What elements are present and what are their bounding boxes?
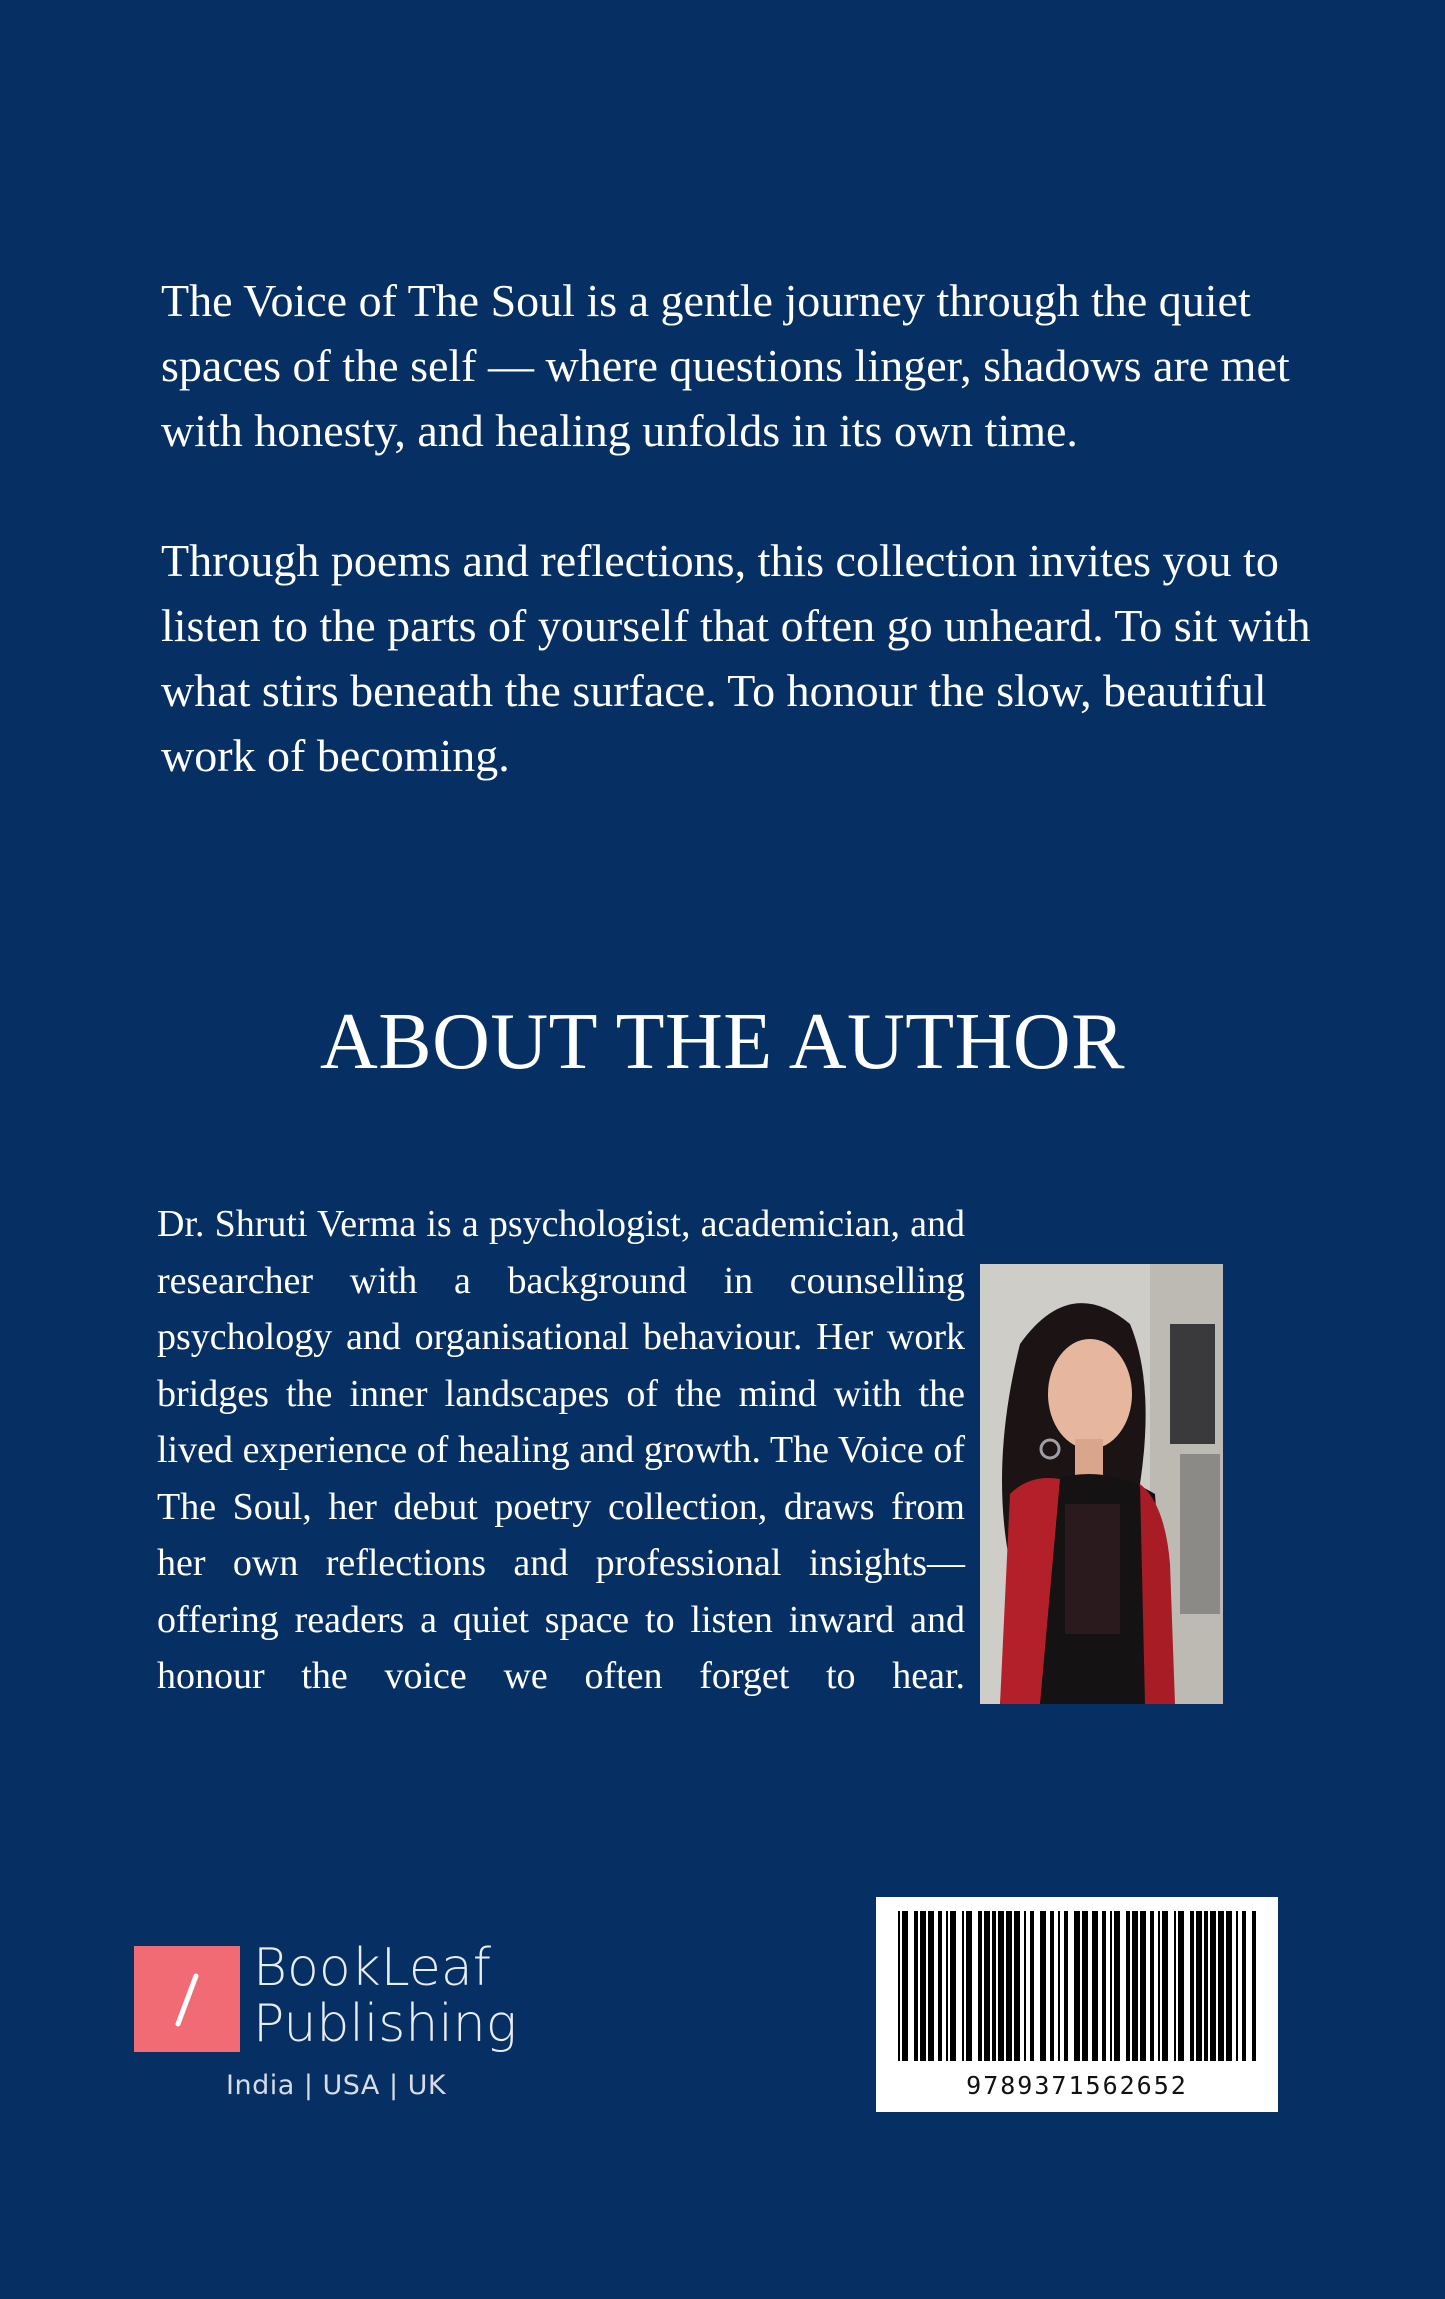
barcode-bar xyxy=(1074,1911,1080,2061)
barcode-bar xyxy=(1110,1911,1112,2061)
barcode-bar xyxy=(966,1911,972,2061)
barcode-bar xyxy=(1178,1911,1184,2061)
barcode-bar xyxy=(938,1911,942,2061)
slash-icon xyxy=(134,1946,240,2052)
barcode-bar xyxy=(1050,1911,1054,2061)
book-blurb xyxy=(161,268,1331,853)
barcode-bar xyxy=(1218,1911,1224,2061)
barcode-bar xyxy=(1006,1911,1012,2061)
barcode-bar xyxy=(920,1911,926,2061)
barcode-bar xyxy=(1064,1911,1068,2061)
barcode-bar xyxy=(1174,1911,1176,2061)
barcode-bar xyxy=(1158,1911,1160,2061)
barcode-bar xyxy=(1132,1911,1138,2061)
barcode-bar xyxy=(1162,1911,1168,2061)
blurb-paragraph-2: Through poems and reflections, this collection invites you to listen to the parts of yourself that often go unheard. To sit with what stirs beneath the surface. To honour the slow, beautiful work of becoming. xyxy=(161,535,1311,781)
barcode-bar xyxy=(1252,1911,1256,2061)
isbn-number: 9789371562652 xyxy=(966,2071,1188,2100)
barcode-bar xyxy=(1082,1911,1088,2061)
barcode-bar xyxy=(1058,1911,1060,2061)
barcode-bar xyxy=(1210,1911,1216,2061)
barcode-bar xyxy=(898,1911,900,2061)
barcode-bars-icon xyxy=(876,1897,1278,2067)
barcode-bar xyxy=(1024,1911,1026,2061)
publisher-name-line-1: BookLeaf xyxy=(253,1938,492,1998)
publisher-name-line-2: Publishing xyxy=(253,1994,517,2054)
barcode-bar xyxy=(1150,1911,1154,2061)
isbn-barcode xyxy=(876,1897,1278,2112)
barcode-bar xyxy=(950,1911,956,2061)
publisher-logo-mark xyxy=(134,1946,240,2052)
barcode-bar xyxy=(1242,1911,1246,2061)
author-portrait-image xyxy=(980,1264,1223,1704)
author-bio: Dr. Shruti Verma is a psychologist, academician, and researcher with a background in counselling psychology and organisational behaviour. Her work bridges the inner landscapes of the mind with the lived experience of healing and growth. The Voice of The Soul, her debut poetry collection, draws from her own reflections and professional insights—offering readers a quiet space to listen inward and honour the voice we often forget to hear. xyxy=(157,1203,965,1697)
barcode-bar xyxy=(1126,1911,1130,2061)
barcode-bar xyxy=(1102,1911,1106,2061)
barcode-bar xyxy=(902,1911,908,2061)
barcode-bar xyxy=(1114,1911,1120,2061)
barcode-bar xyxy=(1190,1911,1194,2061)
barcode-bar xyxy=(1140,1911,1146,2061)
barcode-bar xyxy=(1014,1911,1020,2061)
publisher-regions: India | USA | UK xyxy=(226,2070,447,2101)
barcode-bar xyxy=(1204,1911,1208,2061)
barcode-bar xyxy=(914,1911,918,2061)
barcode-bar xyxy=(928,1911,934,2061)
barcode-bar xyxy=(1236,1911,1238,2061)
barcode-bar xyxy=(992,1911,996,2061)
barcode-bar xyxy=(1226,1911,1232,2061)
barcode-bar xyxy=(962,1911,964,2061)
blurb-paragraph-1: The Voice of The Soul is a gentle journey through the quiet spaces of the self — where questions linger, shadows are met with honesty, and healing unfolds in its own time. xyxy=(161,275,1290,456)
barcode-bar xyxy=(946,1911,948,2061)
barcode-bar xyxy=(1040,1911,1046,2061)
about-author-heading: ABOUT THE AUTHOR xyxy=(319,998,1126,1086)
barcode-bar xyxy=(1030,1911,1034,2061)
barcode-bar xyxy=(984,1911,990,2061)
barcode-bar xyxy=(1092,1911,1098,2061)
barcode-bar xyxy=(998,1911,1004,2061)
barcode-bar xyxy=(978,1911,982,2061)
barcode-bar xyxy=(1196,1911,1202,2061)
author-photo xyxy=(980,1264,1223,1704)
publisher-name xyxy=(253,1940,517,2052)
